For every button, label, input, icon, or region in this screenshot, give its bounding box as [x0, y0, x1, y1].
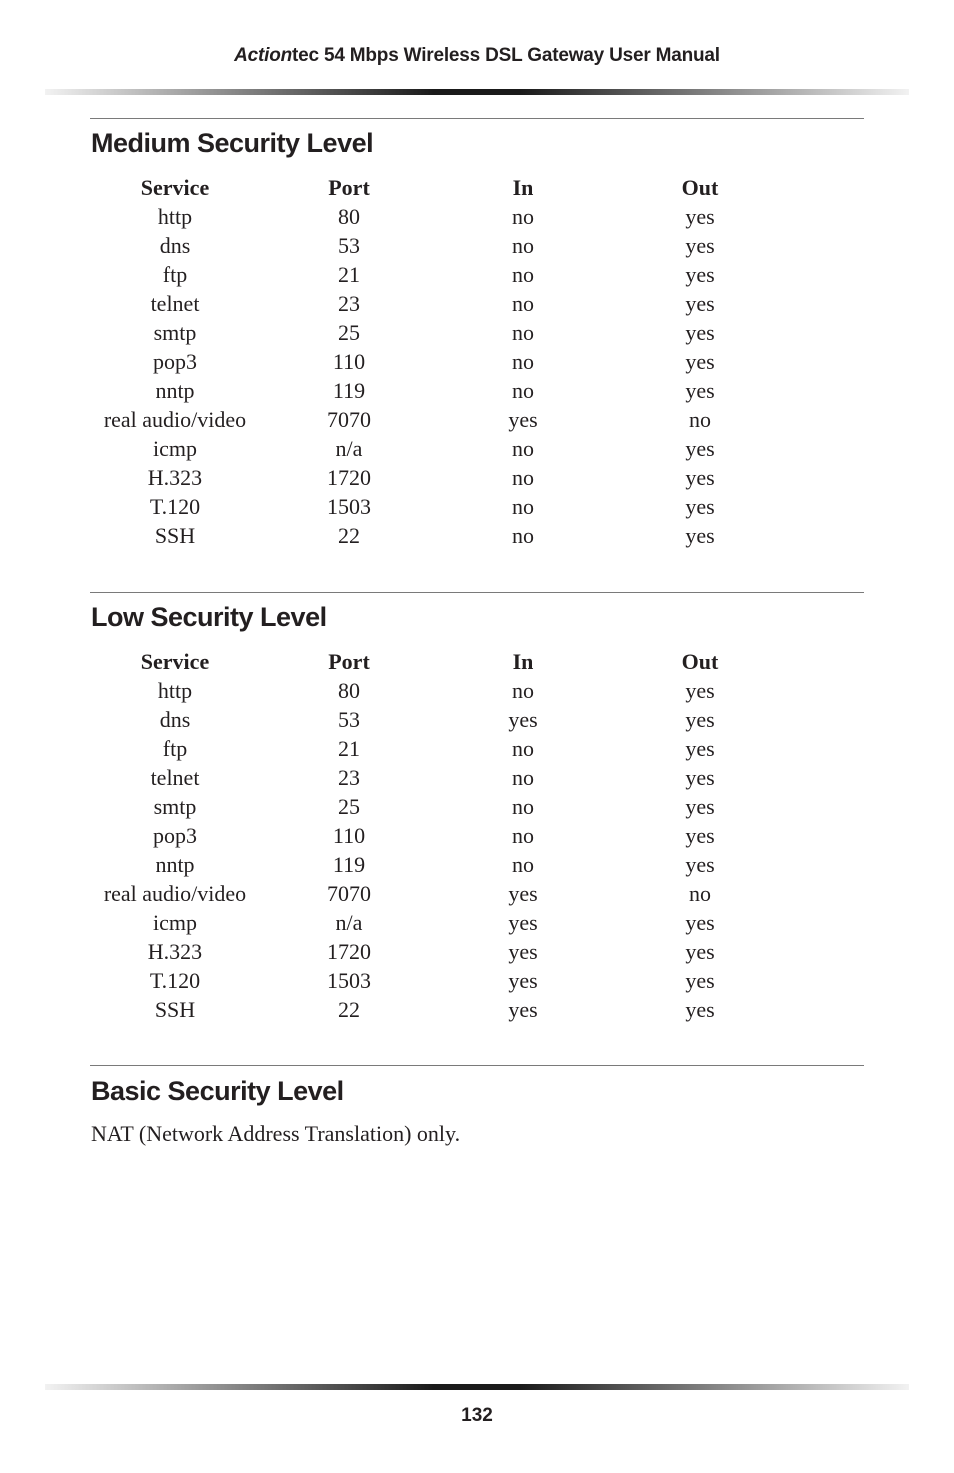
basic-security-title: Basic Security Level	[91, 1076, 344, 1106]
cell-service: pop3	[153, 349, 197, 374]
header-gradient-bar	[45, 89, 909, 95]
cell-out: yes	[685, 852, 715, 877]
table-row	[90, 676, 792, 705]
column-header-port: Port	[328, 649, 370, 674]
low-table-body	[90, 676, 792, 1024]
cell-port: 21	[338, 736, 360, 761]
cell-in: no	[512, 794, 534, 819]
column-header-service: Service	[140, 175, 210, 200]
cell-in: no	[512, 678, 534, 703]
cell-in: no	[512, 378, 534, 403]
table-row	[90, 966, 792, 995]
cell-port: 25	[338, 320, 360, 345]
cell-service: T.120	[149, 494, 201, 519]
table-row	[90, 434, 792, 463]
cell-port: 22	[338, 523, 360, 548]
cell-service: H.323	[147, 465, 203, 490]
low-security-table	[90, 647, 792, 1024]
cell-out: yes	[685, 910, 715, 935]
cell-port: 7070	[327, 881, 371, 906]
cell-in: yes	[508, 881, 538, 906]
table-header-row	[90, 173, 792, 202]
cell-service: http	[157, 678, 193, 703]
cell-out: yes	[685, 968, 715, 993]
column-header-out: Out	[681, 175, 719, 200]
cell-port: 1503	[327, 968, 371, 993]
table-row	[90, 792, 792, 821]
cell-out: yes	[685, 707, 715, 732]
cell-in: no	[512, 320, 534, 345]
cell-service: SSH	[154, 523, 196, 548]
cell-service: dns	[159, 707, 191, 732]
cell-port: 110	[332, 823, 366, 848]
cell-service: real audio/video	[103, 881, 247, 906]
table-row	[90, 202, 792, 231]
cell-service: H.323	[147, 939, 203, 964]
basic-security-note: NAT (Network Address Translation) only.	[91, 1121, 461, 1146]
cell-in: yes	[508, 910, 538, 935]
cell-in: yes	[508, 707, 538, 732]
table-row	[90, 705, 792, 734]
cell-out: yes	[685, 494, 715, 519]
table-row	[90, 231, 792, 260]
cell-port: 80	[338, 204, 360, 229]
table-row	[90, 995, 792, 1024]
cell-in: no	[512, 494, 534, 519]
cell-out: yes	[685, 204, 715, 229]
cell-out: yes	[685, 794, 715, 819]
cell-in: no	[512, 736, 534, 761]
cell-out: yes	[685, 436, 715, 461]
medium-security-table	[90, 173, 792, 550]
cell-out: no	[689, 881, 711, 906]
cell-port: n/a	[335, 910, 363, 935]
low-section-divider	[90, 592, 864, 593]
table-row	[90, 318, 792, 347]
cell-in: no	[512, 765, 534, 790]
cell-out: yes	[685, 678, 715, 703]
cell-service: telnet	[150, 765, 200, 790]
cell-out: yes	[685, 378, 715, 403]
cell-out: yes	[685, 320, 715, 345]
page-number: 132	[461, 1405, 493, 1426]
cell-in: no	[512, 852, 534, 877]
cell-in: yes	[508, 939, 538, 964]
table-row	[90, 376, 792, 405]
table-row	[90, 763, 792, 792]
cell-port: 1503	[327, 494, 371, 519]
cell-port: 23	[338, 291, 360, 316]
table-row	[90, 463, 792, 492]
cell-out: yes	[685, 997, 715, 1022]
cell-in: no	[512, 233, 534, 258]
cell-service: dns	[159, 233, 191, 258]
cell-port: 110	[332, 349, 366, 374]
cell-port: 119	[332, 378, 366, 403]
cell-port: 25	[338, 794, 360, 819]
cell-port: n/a	[335, 436, 363, 461]
table-row	[90, 734, 792, 763]
column-header-in: In	[512, 649, 534, 674]
cell-port: 21	[338, 262, 360, 287]
cell-in: no	[512, 436, 534, 461]
cell-port: 23	[338, 765, 360, 790]
cell-service: http	[157, 204, 193, 229]
column-header-out: Out	[681, 649, 719, 674]
cell-out: yes	[685, 823, 715, 848]
cell-out: yes	[685, 291, 715, 316]
running-header	[0, 45, 954, 67]
cell-service: nntp	[155, 852, 195, 877]
medium-table-body	[90, 202, 792, 550]
table-row	[90, 850, 792, 879]
table-row	[90, 492, 792, 521]
cell-in: no	[512, 465, 534, 490]
header-brand: Action	[234, 45, 293, 66]
table-row	[90, 821, 792, 850]
cell-port: 7070	[327, 407, 371, 432]
cell-out: yes	[685, 736, 715, 761]
cell-port: 22	[338, 997, 360, 1022]
table-row	[90, 289, 792, 318]
cell-service: ftp	[162, 262, 188, 287]
cell-service: real audio/video	[103, 407, 247, 432]
cell-out: yes	[685, 465, 715, 490]
cell-out: yes	[685, 349, 715, 374]
cell-in: yes	[508, 968, 538, 993]
cell-service: nntp	[155, 378, 195, 403]
table-row	[90, 521, 792, 550]
cell-out: yes	[685, 262, 715, 287]
table-row	[90, 879, 792, 908]
low-security-title: Low Security Level	[91, 602, 327, 632]
cell-out: no	[689, 407, 711, 432]
table-row	[90, 937, 792, 966]
cell-port: 119	[332, 852, 366, 877]
cell-service: smtp	[153, 794, 197, 819]
cell-service: SSH	[154, 997, 196, 1022]
cell-service: icmp	[153, 910, 197, 935]
table-row	[90, 260, 792, 289]
basic-section-divider	[90, 1065, 864, 1066]
cell-service: pop3	[153, 823, 197, 848]
table-row	[90, 908, 792, 937]
cell-service: telnet	[150, 291, 200, 316]
footer-gradient-bar	[45, 1384, 909, 1390]
table-header-row	[90, 647, 792, 676]
cell-in: no	[512, 523, 534, 548]
cell-in: yes	[508, 407, 538, 432]
cell-out: yes	[685, 523, 715, 548]
column-header-in: In	[512, 175, 534, 200]
cell-service: ftp	[162, 736, 188, 761]
medium-section-divider	[90, 118, 864, 119]
column-header-port: Port	[328, 175, 370, 200]
cell-port: 1720	[327, 465, 371, 490]
cell-service: icmp	[153, 436, 197, 461]
column-header-service: Service	[140, 649, 210, 674]
medium-security-title: Medium Security Level	[91, 128, 374, 158]
cell-service: T.120	[149, 968, 201, 993]
cell-in: no	[512, 823, 534, 848]
cell-in: no	[512, 349, 534, 374]
cell-in: yes	[508, 997, 538, 1022]
cell-port: 1720	[327, 939, 371, 964]
table-row	[90, 405, 792, 434]
cell-port: 80	[338, 678, 360, 703]
cell-in: no	[512, 204, 534, 229]
cell-out: yes	[685, 939, 715, 964]
cell-port: 53	[338, 707, 360, 732]
cell-service: smtp	[153, 320, 197, 345]
cell-in: no	[512, 291, 534, 316]
cell-port: 53	[338, 233, 360, 258]
cell-out: yes	[685, 233, 715, 258]
cell-in: no	[512, 262, 534, 287]
cell-out: yes	[685, 765, 715, 790]
header-title-text: tec 54 Mbps Wireless DSL Gateway User Manual	[292, 45, 720, 66]
table-row	[90, 347, 792, 376]
